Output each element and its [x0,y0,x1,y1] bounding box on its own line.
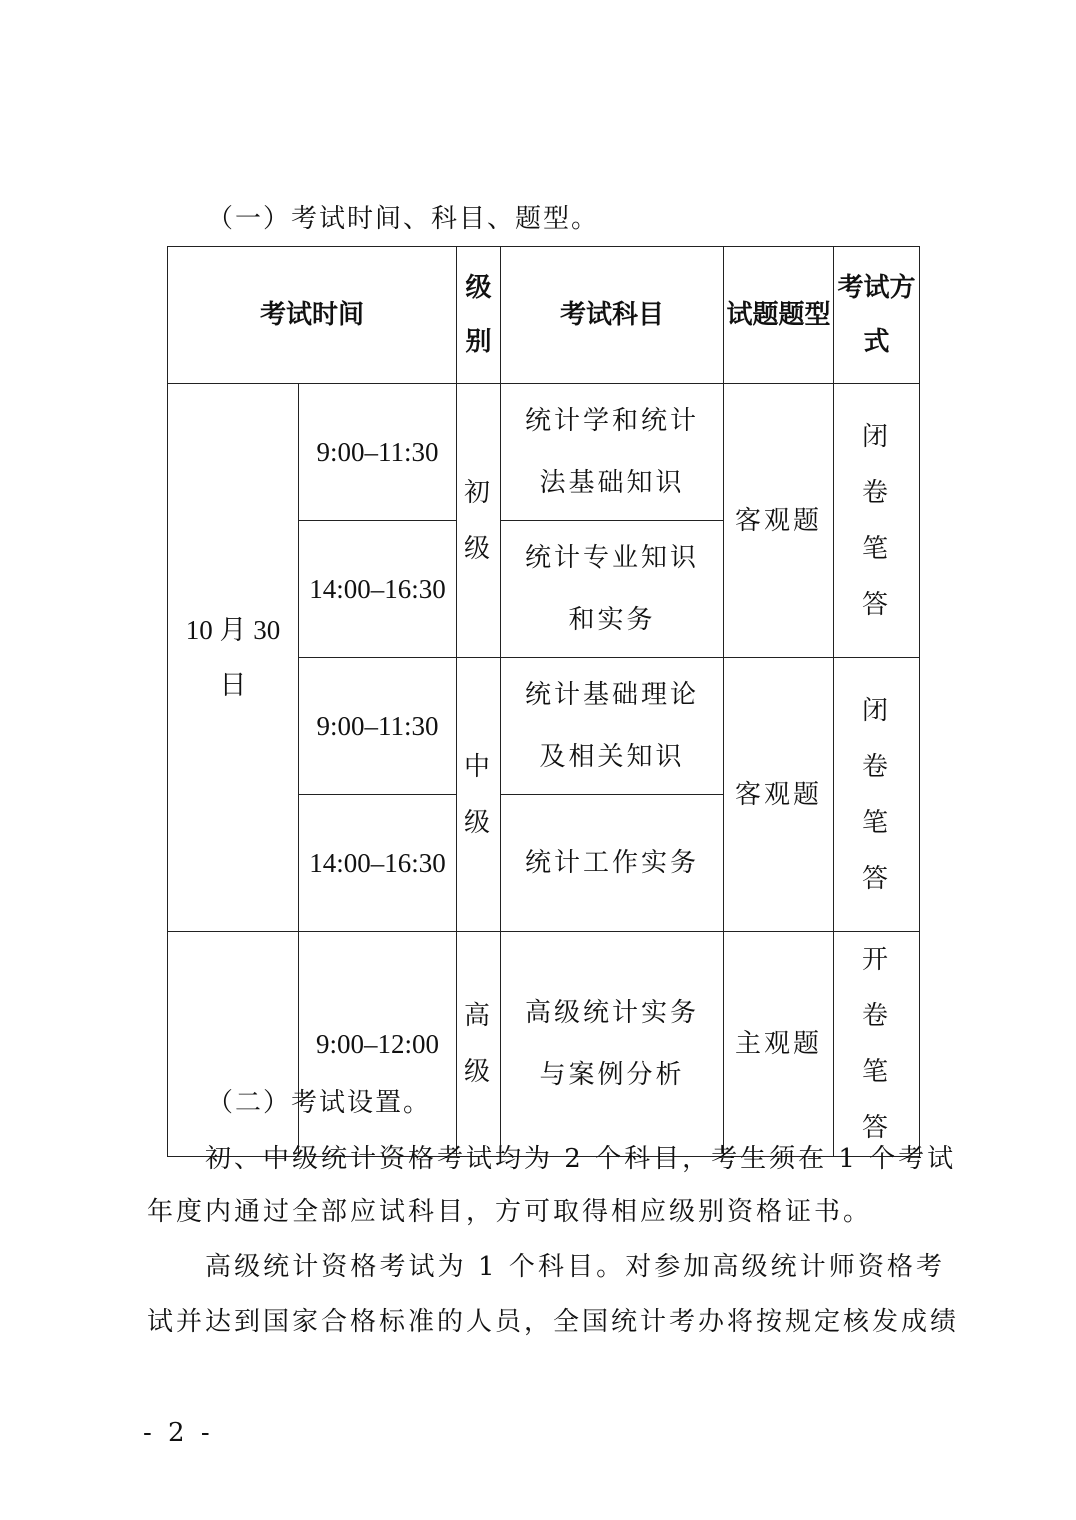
header-question-type: 试题题型 [724,247,834,384]
question-type-cell: 客观题 [724,384,834,658]
header-subject: 考试科目 [501,247,724,384]
header-exam-time: 考试时间 [168,247,457,384]
subject-cell: 统计工作实务 [501,795,724,932]
page-number: - 2 - [143,1418,214,1448]
table-row [168,384,920,521]
time-cell: 9:00–11:30 [299,384,457,521]
level-cell: 初级 [457,384,501,658]
level-cell: 中级 [457,658,501,932]
question-type-cell: 主观题 [724,932,834,1157]
empty-date-cell [168,932,299,1157]
subject-cell: 统计学和统计法基础知识 [501,384,724,521]
paragraph2-line2: 试并达到国家合格标准的人员，全国统计考办将按规定核发成绩 [147,1307,960,1337]
time-cell: 9:00–12:00 [299,932,457,1157]
header-exam-method: 考试方式 [834,247,920,384]
exam-method-cell: 开卷笔答 [834,932,920,1157]
table-row [168,932,920,1157]
exam-date-cell: 10 月 30 日 [168,384,299,932]
header-level: 级别 [457,247,501,384]
time-cell: 9:00–11:30 [299,658,457,795]
paragraph1-line1: 初、中级统计资格考试均为 2 个科目，考生须在 1 个考试 [205,1144,957,1174]
exam-method-cell: 闭卷笔答 [834,658,920,932]
exam-method-cell: 闭卷笔答 [834,384,920,658]
paragraph1-line2: 年度内通过全部应试科目，方可取得相应级别资格证书。 [147,1197,873,1227]
time-cell: 14:00–16:30 [299,521,457,658]
time-cell: 14:00–16:30 [299,795,457,932]
paragraph2-line1: 高级统计资格考试为 1 个科目。对参加高级统计师资格考 [205,1252,945,1282]
exam-schedule-table [167,246,920,1157]
section2-heading: （二）考试设置。 [207,1088,432,1118]
subject-cell: 统计基础理论及相关知识 [501,658,724,795]
subject-cell: 统计专业知识和实务 [501,521,724,658]
question-type-cell: 客观题 [724,658,834,932]
section1-heading: （一）考试时间、科目、题型。 [207,204,600,234]
subject-cell: 高级统计实务与案例分析 [501,932,724,1157]
level-cell: 高级 [457,932,501,1157]
